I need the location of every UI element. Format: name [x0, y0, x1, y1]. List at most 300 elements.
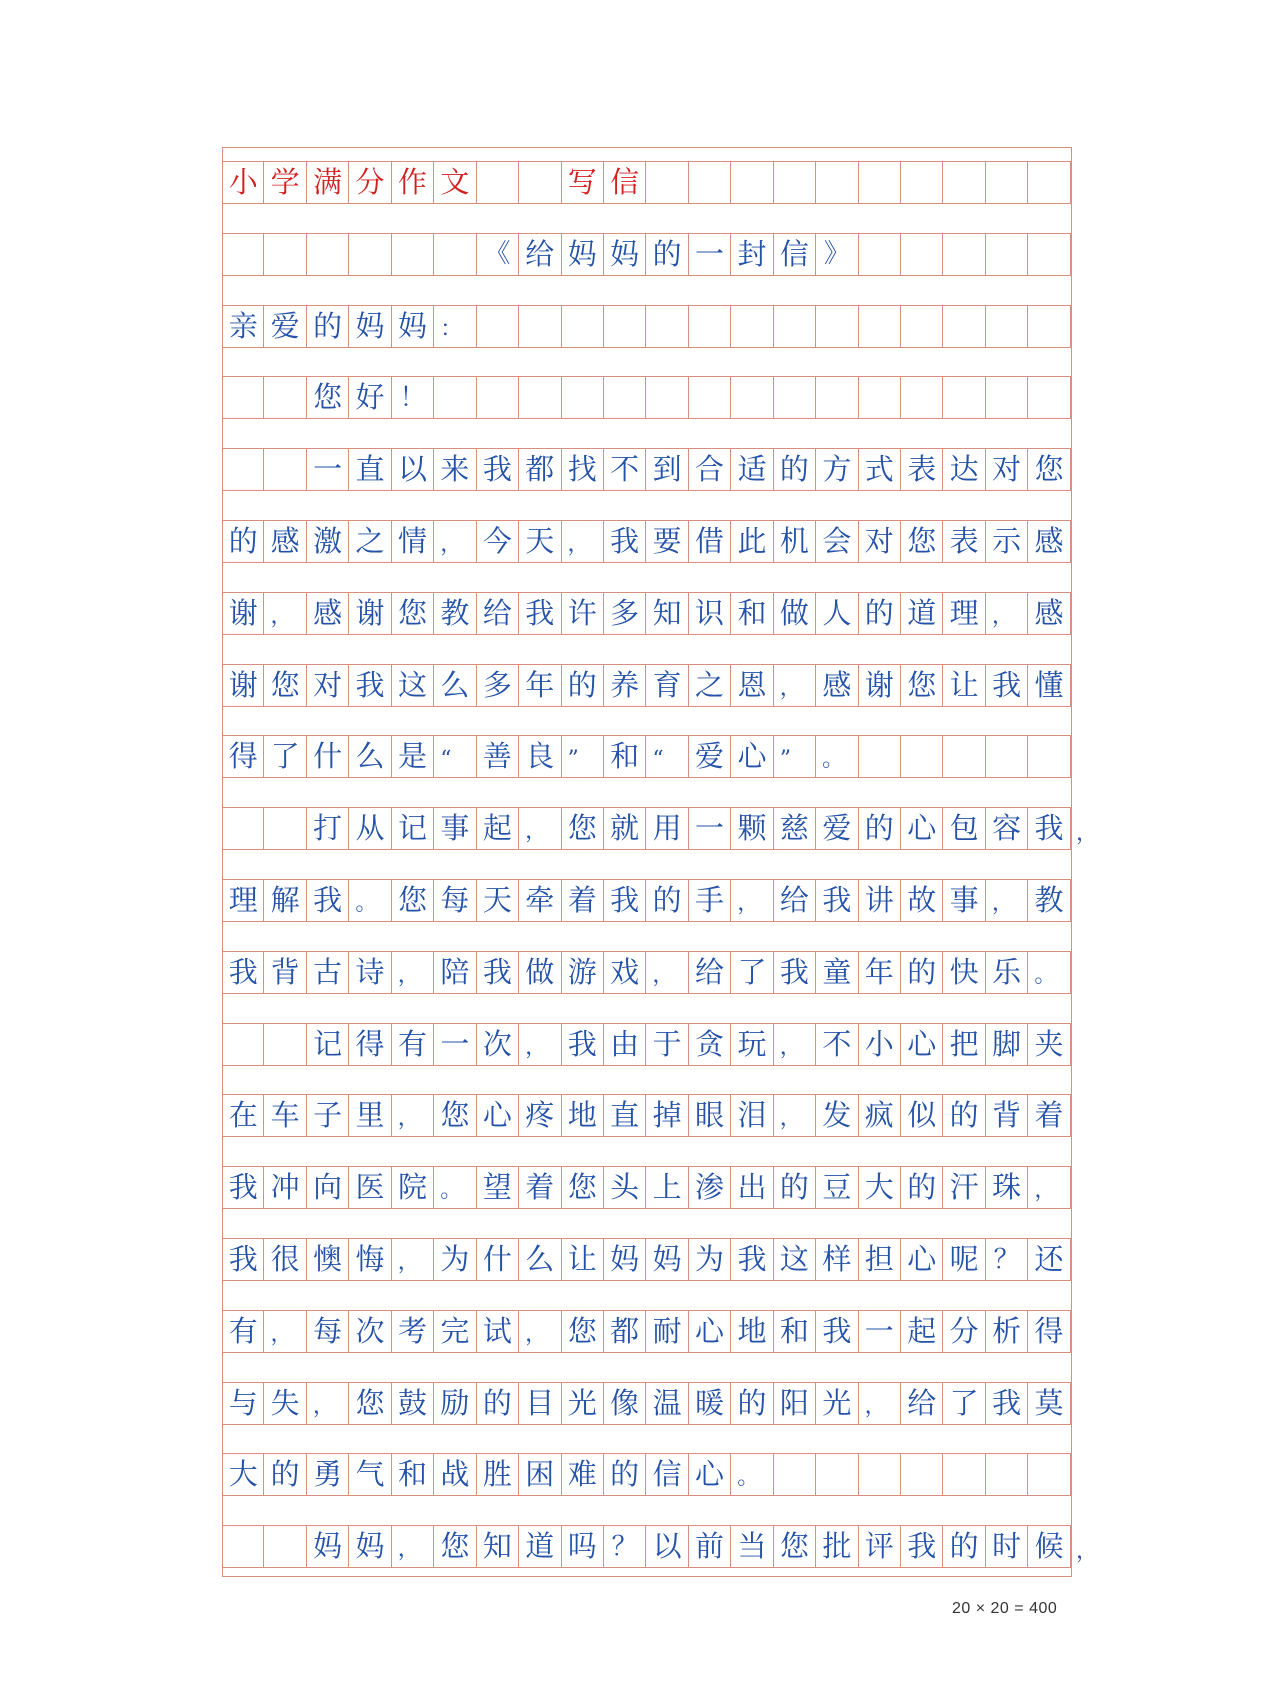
grid-cell: 的 — [731, 1383, 773, 1424]
grid-cell: 妈 — [604, 234, 646, 275]
grid-cell: 车 — [264, 1095, 306, 1136]
grid-cell: 医 — [349, 1167, 391, 1208]
grid-cell: 有 — [392, 1024, 434, 1065]
grid-cell: 您 — [562, 1167, 604, 1208]
grid-cell: ， — [264, 1311, 306, 1352]
grid-cell: 不 — [816, 1024, 858, 1065]
grid-cell: 人 — [816, 593, 858, 634]
grid-cell: 之 — [349, 521, 391, 562]
grid-cell: 您 — [901, 665, 943, 706]
grid-cell — [646, 306, 688, 347]
grid-cell: 由 — [604, 1024, 646, 1065]
grid-row — [222, 879, 1071, 922]
grid-cell: 您 — [434, 1526, 476, 1567]
grid-cell: 年 — [859, 952, 901, 993]
grid-cell: 什 — [307, 736, 349, 777]
grid-cell — [943, 736, 985, 777]
grid-cell: 给 — [689, 952, 731, 993]
grid-row-title — [222, 161, 1071, 204]
grid-cell: 知 — [646, 593, 688, 634]
grid-cell: 完 — [434, 1311, 476, 1352]
grid-cell: 鼓 — [392, 1383, 434, 1424]
grid-cell: 光 — [562, 1383, 604, 1424]
title-cell — [519, 162, 561, 203]
grid-cell: 一 — [689, 234, 731, 275]
grid-cell: 适 — [731, 449, 773, 490]
grid-cell: 得 — [349, 1024, 391, 1065]
grid-cell: 我 — [604, 880, 646, 921]
grid-row — [222, 1094, 1071, 1137]
grid-cell: 您 — [774, 1526, 816, 1567]
grid-cell — [519, 306, 561, 347]
grid-cell: 养 — [604, 665, 646, 706]
grid-cell: 夹 — [1028, 1024, 1070, 1065]
grid-cell — [816, 1454, 858, 1495]
grid-cell: 一 — [434, 1024, 476, 1065]
grid-cell: ， — [986, 880, 1028, 921]
grid-cell: 事 — [434, 808, 476, 849]
grid-cell: ， — [392, 952, 434, 993]
grid-cell: “ — [434, 736, 476, 777]
grid-cell: 我 — [222, 1239, 264, 1280]
grid-cell: 以 — [646, 1526, 688, 1567]
grid-cell: 妈 — [349, 306, 391, 347]
grid-cell: 析 — [986, 1311, 1028, 1352]
grid-cell: 的 — [646, 234, 688, 275]
grid-cell: 心 — [477, 1095, 519, 1136]
grid-cell — [689, 377, 731, 418]
grid-cell: 悔 — [349, 1239, 391, 1280]
grid-cell — [689, 306, 731, 347]
grid-cell — [222, 1024, 264, 1065]
grid-cell — [1028, 1454, 1070, 1495]
grid-cell — [774, 1454, 816, 1495]
grid-cell: 还 — [1028, 1239, 1070, 1280]
grid-cell: 感 — [1028, 593, 1070, 634]
grid-cell: 借 — [689, 521, 731, 562]
grid-cell: 多 — [604, 593, 646, 634]
grid-cell: 背 — [986, 1095, 1028, 1136]
grid-cell: 您 — [392, 880, 434, 921]
grid-row — [222, 1166, 1071, 1209]
title-cell: 文 — [434, 162, 476, 203]
grid-cell: 渗 — [689, 1167, 731, 1208]
grid-cell: 好 — [349, 377, 391, 418]
grid-cell: 似 — [901, 1095, 943, 1136]
grid-cell — [349, 234, 391, 275]
grid-cell: 望 — [477, 1167, 519, 1208]
grid-cell: 每 — [307, 1311, 349, 1352]
grid-cell — [222, 808, 264, 849]
grid-cell: 在 — [222, 1095, 264, 1136]
grid-cell: 多 — [477, 665, 519, 706]
grid-cell: 天 — [519, 521, 561, 562]
grid-cell: 事 — [943, 880, 985, 921]
grid-cell: ， — [774, 1095, 816, 1136]
grid-cell — [1028, 234, 1070, 275]
grid-cell: 来 — [434, 449, 476, 490]
grid-cell: ， — [392, 1239, 434, 1280]
grid-cell: 就 — [604, 808, 646, 849]
grid-cell: 前 — [689, 1526, 731, 1567]
title-cell: 作 — [392, 162, 434, 203]
grid-cell: 合 — [689, 449, 731, 490]
grid-cell: 泪 — [731, 1095, 773, 1136]
grid-cell: 找 — [562, 449, 604, 490]
grid-cell — [519, 377, 561, 418]
grid-cell: 的 — [307, 306, 349, 347]
grid-cell — [943, 377, 985, 418]
grid-count-label: 20 × 20 = 400 — [952, 1600, 1058, 1617]
grid-cell: 给 — [774, 880, 816, 921]
grid-cell — [1028, 377, 1070, 418]
grid-cell: 到 — [646, 449, 688, 490]
grid-row — [222, 305, 1071, 348]
grid-cell: 汗 — [943, 1167, 985, 1208]
grid-cell: 妈 — [349, 1526, 391, 1567]
grid-cell: 暖 — [689, 1383, 731, 1424]
grid-cell: 心 — [731, 736, 773, 777]
title-cell: 写 — [562, 162, 604, 203]
grid-cell: 您 — [307, 377, 349, 418]
grid-cell: 么 — [434, 665, 476, 706]
grid-cell: ， — [392, 1095, 434, 1136]
grid-row — [222, 1238, 1071, 1281]
grid-cell: 我 — [1028, 808, 1070, 849]
grid-row — [222, 951, 1071, 994]
grid-cell: 地 — [731, 1311, 773, 1352]
grid-cell: 次 — [477, 1024, 519, 1065]
grid-cell: 我 — [986, 1383, 1028, 1424]
title-cell — [859, 162, 901, 203]
grid-cell: 道 — [901, 593, 943, 634]
grid-cell — [222, 377, 264, 418]
grid-cell — [562, 306, 604, 347]
grid-cell — [731, 306, 773, 347]
grid-cell: 谢 — [859, 665, 901, 706]
grid-cell: 与 — [222, 1383, 264, 1424]
grid-cell: 时 — [986, 1526, 1028, 1567]
grid-cell: 么 — [519, 1239, 561, 1280]
grid-cell: 冲 — [264, 1167, 306, 1208]
grid-cell: 有 — [222, 1311, 264, 1352]
grid-cell: 《 — [477, 234, 519, 275]
grid-cell: 感 — [264, 521, 306, 562]
grid-cell: 的 — [943, 1095, 985, 1136]
grid-cell: 知 — [477, 1526, 519, 1567]
grid-cell — [901, 377, 943, 418]
grid-cell — [477, 306, 519, 347]
grid-cell: 会 — [816, 521, 858, 562]
grid-cell: 大 — [859, 1167, 901, 1208]
grid-cell — [901, 736, 943, 777]
grid-cell: 励 — [434, 1383, 476, 1424]
grid-cell: 我 — [222, 1167, 264, 1208]
grid-cell — [1028, 306, 1070, 347]
title-cell: 信 — [604, 162, 646, 203]
grid-cell: 像 — [604, 1383, 646, 1424]
grid-cell: 良 — [519, 736, 561, 777]
grid-cell: 谢 — [222, 593, 264, 634]
grid-cell: 您 — [562, 1311, 604, 1352]
grid-cell: 游 — [562, 952, 604, 993]
grid-cell: 以 — [392, 449, 434, 490]
grid-cell: 妈 — [562, 234, 604, 275]
grid-cell: 贪 — [689, 1024, 731, 1065]
grid-cell: 手 — [689, 880, 731, 921]
title-cell — [901, 162, 943, 203]
grid-cell: 让 — [943, 665, 985, 706]
grid-cell: 为 — [689, 1239, 731, 1280]
grid-cell: ， — [307, 1383, 349, 1424]
grid-cell: 勇 — [307, 1454, 349, 1495]
grid-cell: 我 — [816, 880, 858, 921]
grid-cell: 用 — [646, 808, 688, 849]
grid-cell — [859, 306, 901, 347]
grid-cell: 妈 — [307, 1526, 349, 1567]
grid-row — [222, 735, 1071, 778]
grid-cell: ， — [434, 521, 476, 562]
grid-cell: 信 — [774, 234, 816, 275]
title-cell — [774, 162, 816, 203]
grid-cell: 讲 — [859, 880, 901, 921]
grid-cell: 这 — [774, 1239, 816, 1280]
grid-cell: 当 — [731, 1526, 773, 1567]
grid-cell: 的 — [604, 1454, 646, 1495]
grid-cell: 道 — [519, 1526, 561, 1567]
grid-cell: 心 — [689, 1311, 731, 1352]
grid-cell: ， — [646, 952, 688, 993]
grid-cell: 今 — [477, 521, 519, 562]
grid-cell: ， — [774, 665, 816, 706]
grid-cell: 示 — [986, 521, 1028, 562]
grid-cell: 感 — [1028, 521, 1070, 562]
grid-cell: 表 — [901, 449, 943, 490]
grid-row — [222, 233, 1071, 276]
grid-cell: 给 — [519, 234, 561, 275]
grid-cell: 童 — [816, 952, 858, 993]
grid-cell: 古 — [307, 952, 349, 993]
grid-cell: 的 — [774, 449, 816, 490]
grid-cell: 教 — [434, 593, 476, 634]
grid-cell — [264, 808, 306, 849]
grid-cell: 得 — [1028, 1311, 1070, 1352]
grid-cell: 里 — [349, 1095, 391, 1136]
grid-cell: 和 — [392, 1454, 434, 1495]
grid-cell: 。 — [816, 736, 858, 777]
grid-cell: 阳 — [774, 1383, 816, 1424]
grid-cell: 我 — [519, 593, 561, 634]
grid-cell: 得 — [222, 736, 264, 777]
grid-cell: 小 — [859, 1024, 901, 1065]
grid-cell: 的 — [646, 880, 688, 921]
grid-cell: 疯 — [859, 1095, 901, 1136]
grid-cell: 之 — [689, 665, 731, 706]
grid-cell: 眼 — [689, 1095, 731, 1136]
overflow-punctuation: ， — [1076, 821, 1099, 847]
grid-row — [222, 1023, 1071, 1066]
grid-cell: 什 — [477, 1239, 519, 1280]
grid-cell: 》 — [816, 234, 858, 275]
grid-cell: 的 — [774, 1167, 816, 1208]
grid-cell — [943, 234, 985, 275]
grid-cell: 懂 — [1028, 665, 1070, 706]
grid-cell: 。 — [349, 880, 391, 921]
grid-cell: ， — [562, 521, 604, 562]
grid-cell — [222, 1526, 264, 1567]
grid-cell: 您 — [349, 1383, 391, 1424]
grid-cell — [986, 736, 1028, 777]
grid-cell: 解 — [264, 880, 306, 921]
grid-cell: 掉 — [646, 1095, 688, 1136]
grid-cell: 困 — [519, 1454, 561, 1495]
grid-cell: 对 — [307, 665, 349, 706]
grid-row — [222, 376, 1071, 419]
title-cell — [816, 162, 858, 203]
grid-cell: 我 — [604, 521, 646, 562]
grid-cell: 我 — [901, 1526, 943, 1567]
grid-cell: 不 — [604, 449, 646, 490]
grid-cell — [264, 449, 306, 490]
grid-cell: ， — [519, 1311, 561, 1352]
grid-cell: 情 — [392, 521, 434, 562]
grid-cell — [222, 234, 264, 275]
title-cell: 学 — [264, 162, 306, 203]
grid-cell: 给 — [477, 593, 519, 634]
grid-cell: 疼 — [519, 1095, 561, 1136]
grid-cell: 和 — [604, 736, 646, 777]
grid-cell: 子 — [307, 1095, 349, 1136]
grid-cell: 出 — [731, 1167, 773, 1208]
grid-cell: 故 — [901, 880, 943, 921]
grid-cell: ， — [519, 808, 561, 849]
grid-cell: 妈 — [392, 306, 434, 347]
grid-cell: 院 — [392, 1167, 434, 1208]
grid-cell: 光 — [816, 1383, 858, 1424]
grid-cell — [434, 377, 476, 418]
grid-cell: 打 — [307, 808, 349, 849]
grid-cell: 的 — [859, 593, 901, 634]
grid-cell: 起 — [477, 808, 519, 849]
grid-cell: 感 — [307, 593, 349, 634]
grid-cell: 。 — [434, 1167, 476, 1208]
grid-cell: 失 — [264, 1383, 306, 1424]
title-cell — [646, 162, 688, 203]
grid-cell: 。 — [731, 1454, 773, 1495]
grid-cell: ， — [859, 1383, 901, 1424]
grid-cell: 爱 — [816, 808, 858, 849]
grid-cell: 胜 — [477, 1454, 519, 1495]
grid-cell — [604, 377, 646, 418]
grid-cell: 感 — [816, 665, 858, 706]
grid-cell — [816, 377, 858, 418]
grid-cell: 每 — [434, 880, 476, 921]
grid-cell — [901, 1454, 943, 1495]
grid-cell — [264, 377, 306, 418]
grid-row — [222, 1525, 1071, 1568]
grid-cell: 年 — [519, 665, 561, 706]
grid-cell: 谢 — [349, 593, 391, 634]
grid-cell: 懊 — [307, 1239, 349, 1280]
grid-cell — [264, 234, 306, 275]
grid-cell: 玩 — [731, 1024, 773, 1065]
grid-cell: 了 — [264, 736, 306, 777]
grid-cell: 善 — [477, 736, 519, 777]
grid-cell: ， — [731, 880, 773, 921]
grid-cell: ？ — [986, 1239, 1028, 1280]
grid-cell: 谢 — [222, 665, 264, 706]
grid-cell: 一 — [859, 1311, 901, 1352]
grid-cell — [943, 1454, 985, 1495]
grid-cell: ， — [264, 593, 306, 634]
grid-cell: 着 — [519, 1167, 561, 1208]
grid-cell: ？ — [604, 1526, 646, 1567]
grid-cell: 我 — [731, 1239, 773, 1280]
grid-cell: 样 — [816, 1239, 858, 1280]
grid-cell: 我 — [222, 952, 264, 993]
grid-cell: 考 — [392, 1311, 434, 1352]
grid-cell: 了 — [943, 1383, 985, 1424]
grid-cell — [1028, 736, 1070, 777]
grid-cell: 很 — [264, 1239, 306, 1280]
grid-cell: 对 — [859, 521, 901, 562]
grid-cell: 您 — [562, 808, 604, 849]
grid-cell — [264, 1024, 306, 1065]
grid-cell: 识 — [689, 593, 731, 634]
grid-cell: 您 — [901, 521, 943, 562]
grid-cell: 。 — [1028, 952, 1070, 993]
grid-cell: 豆 — [816, 1167, 858, 1208]
grid-cell: 表 — [943, 521, 985, 562]
grid-cell: 您 — [434, 1095, 476, 1136]
grid-cell: 和 — [774, 1311, 816, 1352]
grid-cell — [901, 234, 943, 275]
grid-cell: 教 — [1028, 880, 1070, 921]
overflow-punctuation: ， — [1076, 1539, 1099, 1565]
grid-cell: 做 — [519, 952, 561, 993]
grid-row — [222, 1453, 1071, 1496]
title-cell — [731, 162, 773, 203]
grid-cell: 于 — [646, 1024, 688, 1065]
title-cell: 满 — [307, 162, 349, 203]
title-cell — [477, 162, 519, 203]
grid-cell: 您 — [264, 665, 306, 706]
grid-cell: 一 — [307, 449, 349, 490]
grid-cell: 的 — [901, 1167, 943, 1208]
grid-cell: ” — [774, 736, 816, 777]
grid-cell: 的 — [901, 952, 943, 993]
grid-cell: 妈 — [604, 1239, 646, 1280]
grid-cell: ， — [774, 1024, 816, 1065]
grid-cell: 天 — [477, 880, 519, 921]
grid-row — [222, 592, 1071, 635]
grid-cell: 把 — [943, 1024, 985, 1065]
grid-cell: 记 — [392, 808, 434, 849]
grid-cell: 我 — [562, 1024, 604, 1065]
grid-cell: 一 — [689, 808, 731, 849]
grid-cell: 慈 — [774, 808, 816, 849]
title-cell — [1028, 162, 1070, 203]
grid-cell: 着 — [1028, 1095, 1070, 1136]
grid-cell: 为 — [434, 1239, 476, 1280]
grid-cell — [986, 377, 1028, 418]
grid-cell: 要 — [646, 521, 688, 562]
title-cell — [986, 162, 1028, 203]
grid-cell: 上 — [646, 1167, 688, 1208]
grid-cell: 心 — [689, 1454, 731, 1495]
grid-cell: 快 — [943, 952, 985, 993]
grid-cell: 乐 — [986, 952, 1028, 993]
